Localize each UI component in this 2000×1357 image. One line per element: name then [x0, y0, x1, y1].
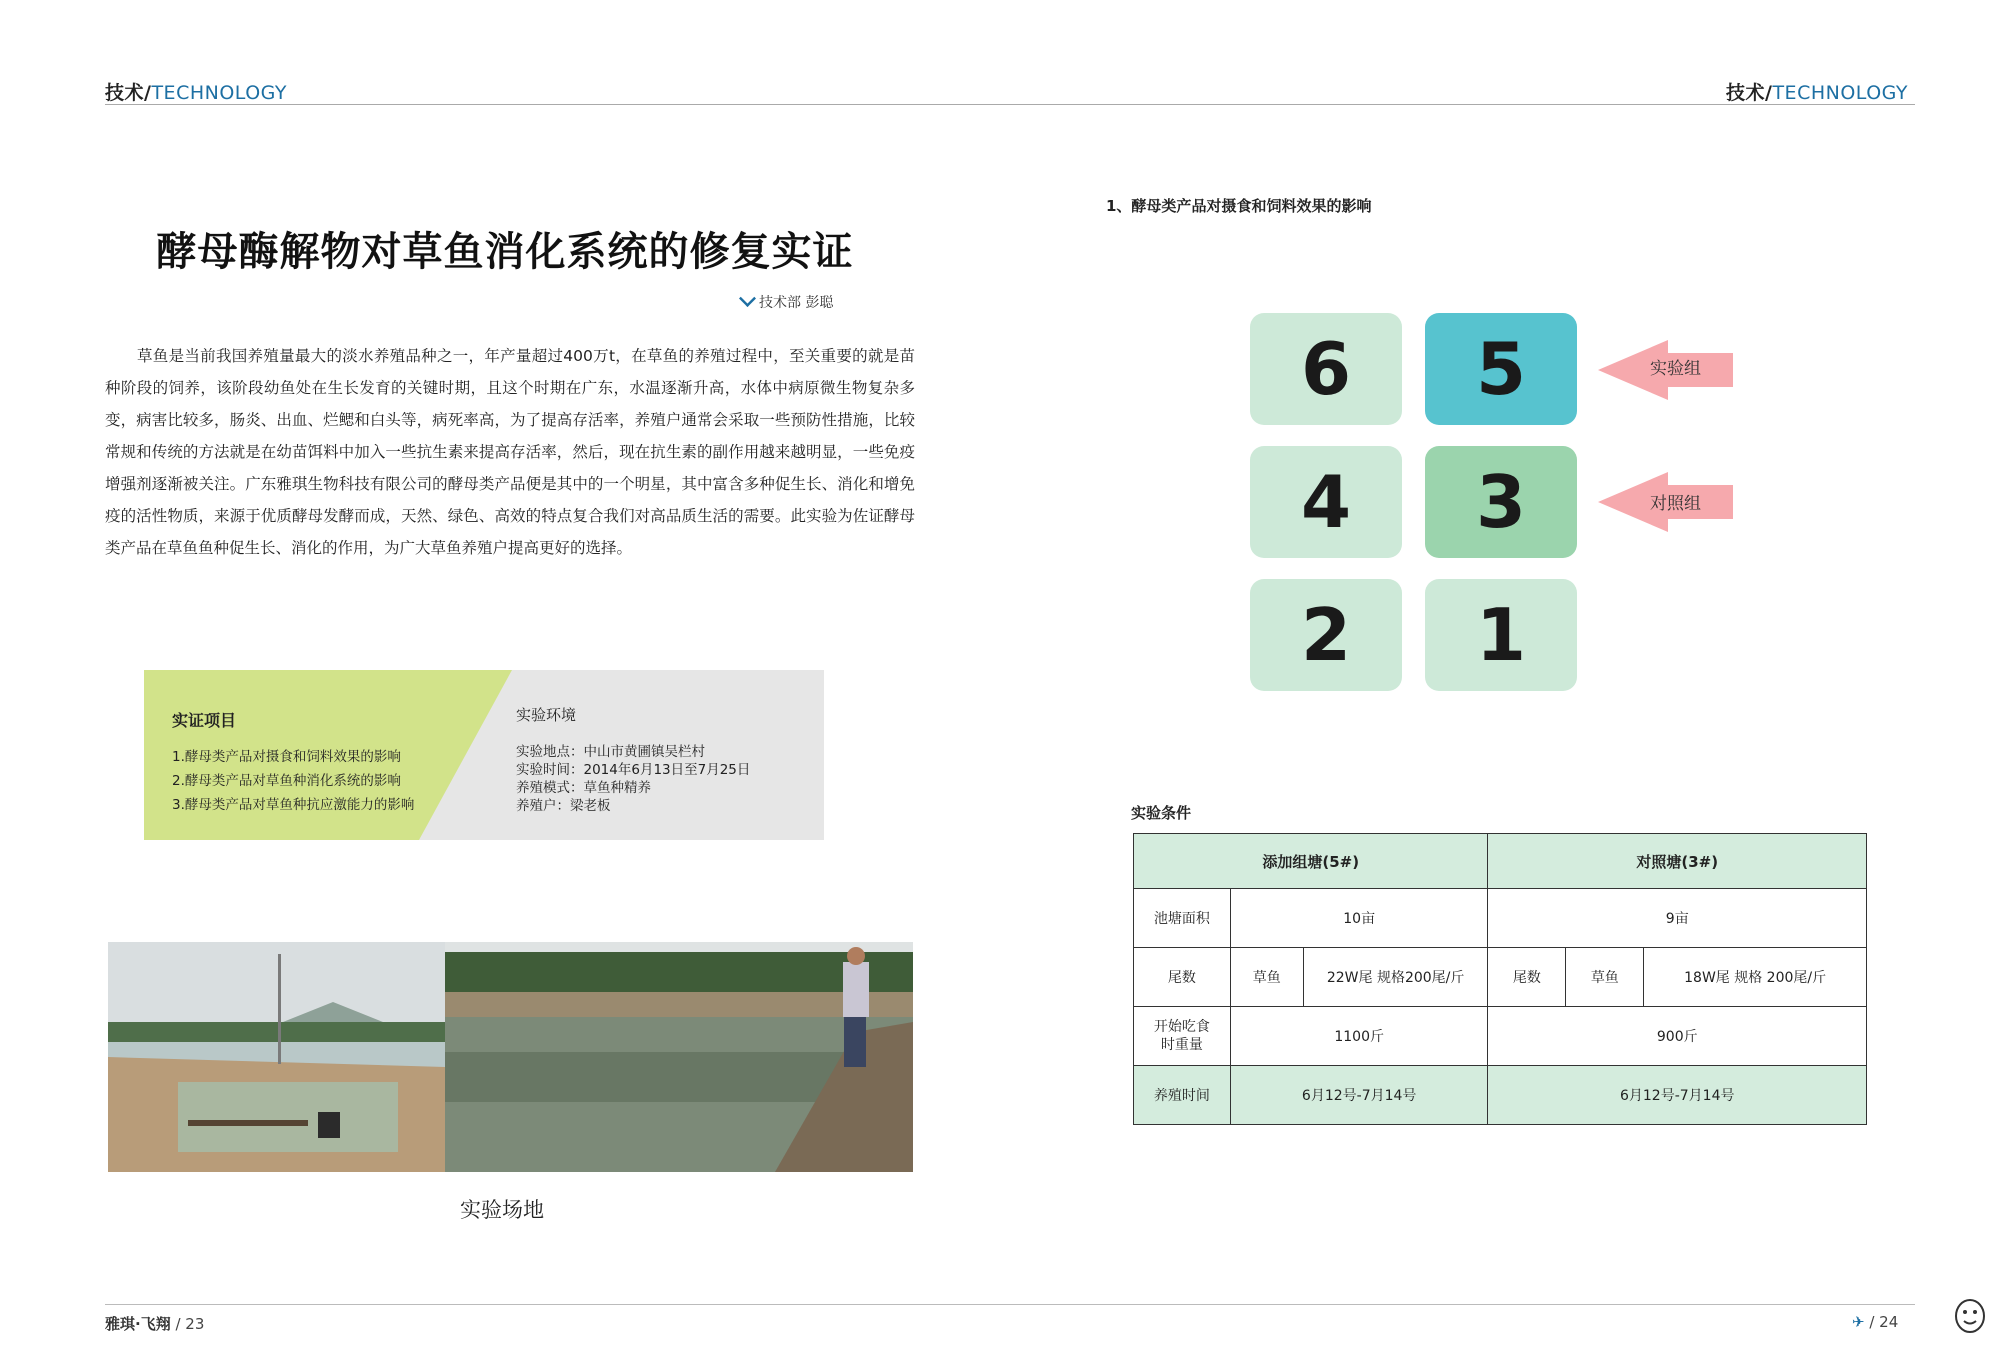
- project-left: [172, 708, 414, 817]
- table-row: [1134, 1007, 1867, 1066]
- header-en: TECHNOLOGY: [1772, 82, 1909, 104]
- pond-4: [1250, 446, 1402, 558]
- col-header-added: 添加组塘(5#): [1134, 834, 1488, 889]
- cell: 草鱼: [1566, 948, 1644, 1007]
- mascot-icon: [1950, 1288, 1990, 1336]
- table-row: [1134, 1066, 1867, 1125]
- env-item: 实验时间：2014年6月13日至7月25日: [516, 762, 751, 778]
- pond-photo-1: [108, 942, 445, 1172]
- article-author: [740, 291, 833, 312]
- env-title: 实验环境: [516, 706, 577, 724]
- pond-5: [1425, 313, 1577, 425]
- row-label-line: 开始吃食: [1153, 1019, 1210, 1035]
- row-label: 养殖时间: [1134, 1066, 1231, 1125]
- pond-number: 1: [1475, 593, 1527, 677]
- footer-right: [1852, 1313, 1898, 1331]
- article-title: 酵母酶解物对草鱼消化系统的修复实证: [156, 229, 854, 275]
- project-right: [516, 704, 750, 815]
- pond-number: 6: [1300, 327, 1352, 411]
- header-en: TECHNOLOGY: [151, 82, 288, 104]
- env-item: 养殖模式：草鱼种精养: [516, 780, 651, 796]
- photo-caption: 实验场地: [460, 1198, 544, 1222]
- cell: 9亩: [1488, 889, 1867, 948]
- footer-rule: [105, 1304, 1915, 1305]
- pond-number: 5: [1475, 327, 1527, 411]
- project-box: [144, 670, 824, 840]
- photo-pond-right: [445, 942, 913, 1172]
- right-page-header: [1726, 78, 1908, 105]
- row-label-line: 时重量: [1160, 1037, 1203, 1053]
- pond-photo-2: [445, 942, 913, 1172]
- photo-pond-left: [108, 942, 445, 1172]
- col-header-control: 对照塘(3#): [1488, 834, 1867, 889]
- pond-number: 3: [1475, 460, 1527, 544]
- header-cn: 技术/: [105, 82, 152, 104]
- author-mark-icon: [739, 290, 756, 307]
- project-item: 1.酵母类产品对摄食和饲料效果的影响: [172, 749, 401, 765]
- table-header-row: [1134, 834, 1867, 889]
- env-item: 养殖户：梁老板: [516, 798, 611, 814]
- experiment-group-label: 实验组: [1650, 359, 1701, 379]
- left-page-header: [105, 78, 287, 105]
- row-label: 尾数: [1134, 948, 1231, 1007]
- article-intro: 草鱼是当前我国养殖量最大的淡水养殖品种之一，年产量超过400万t，在草鱼的养殖过程中，至关重要的就是苗种阶段的饲养，该阶段幼鱼处在生长发育的关键时期，且这个时期在广东，水温逐渐升高，水体中病原微生物复杂多变，病害比较多，肠炎、出血、烂鳃和白头等，病死率高，为了提高存活率，养殖户通常会采取一些预防性措施，比较常规和传统的方法就是在幼苗饵料中加入一些抗生素来提高存活率，然后，现在抗生素的副作用越来越明显，一些免疫增强剂逐渐被关注。广东雅琪生物科技有限公司的酵母类产品便是其中的一个明星，其中富含多种促生长、消化和增免疫的活性物质，来源于优质酵母发酵而成，天然、绿色、高效的特点复合我们对高品质生活的需要。此实验为佐证酵母类产品在草鱼鱼种促生长、消化的作用，为广大草鱼养殖户提高更好的选择。: [105, 347, 915, 557]
- table-row: [1134, 948, 1867, 1007]
- pond-number: 2: [1300, 593, 1352, 677]
- control-group-label: 对照组: [1650, 494, 1701, 514]
- project-item: 3.酵母类产品对草鱼种抗应激能力的影响: [172, 797, 415, 813]
- cell: 尾数: [1488, 948, 1566, 1007]
- pond-2: [1250, 579, 1402, 691]
- row-label: 池塘面积: [1134, 889, 1231, 948]
- conditions-table: [1133, 833, 1867, 1125]
- cell: 10亩: [1230, 889, 1488, 948]
- cell: 22W尾 规格200尾/斤: [1303, 948, 1488, 1007]
- pond-3: [1425, 446, 1577, 558]
- header-cn: 技术/: [1726, 82, 1773, 104]
- pond-number: 4: [1300, 460, 1352, 544]
- cell: 900斤: [1488, 1007, 1867, 1066]
- brand-logo-icon: ✈: [1852, 1313, 1865, 1331]
- section-title: 1、酵母类产品对摄食和饲料效果的影响: [1106, 197, 1372, 215]
- author-name: 技术部 彭聪: [759, 295, 834, 311]
- cell: 18W尾 规格 200尾/斤: [1644, 948, 1867, 1007]
- row-label: [1134, 1007, 1231, 1066]
- conditions-title: 实验条件: [1131, 804, 1192, 822]
- pond-6: [1250, 313, 1402, 425]
- cell: 草鱼: [1230, 948, 1303, 1007]
- cell: 6月12号-7月14号: [1488, 1066, 1867, 1125]
- project-item: 2.酵母类产品对草鱼种消化系统的影响: [172, 773, 401, 789]
- cell: 1100斤: [1230, 1007, 1488, 1066]
- footer-brand: 雅琪·飞翔: [105, 1315, 171, 1333]
- header-rule: [105, 104, 1915, 105]
- cell: 6月12号-7月14号: [1230, 1066, 1488, 1125]
- pond-1: [1425, 579, 1577, 691]
- footer-page-left: / 23: [175, 1315, 205, 1333]
- table-row: [1134, 889, 1867, 948]
- env-item: 实验地点：中山市黄圃镇吴栏村: [516, 744, 705, 760]
- project-title: 实证项目: [172, 711, 237, 730]
- footer-page-right: / 24: [1869, 1313, 1899, 1331]
- footer-left: [105, 1313, 204, 1334]
